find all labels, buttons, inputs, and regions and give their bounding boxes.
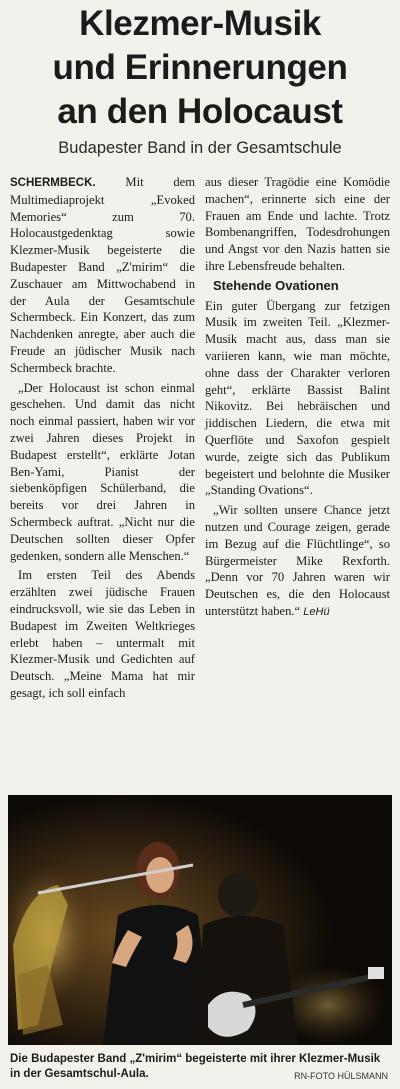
- paragraph-text: Mit dem Multimediaprojekt „Evoked Memories“ zum 70. Holocaustgedenktag sowie Klezmer-Musik begeisterte die Budapester Band „Z'mirim“ die Zuschauer am Mittwochabend in der Aula der Gesamtschule Schermbeck. Ein Konzert, das zum Nachdenken anregte, aber auch die Freude an jüdischer Musik nach Schermbeck brachte.: [10, 175, 195, 375]
- headline: [0, 0, 400, 134]
- subtitle: Budapester Band in der Gesamtschule: [58, 139, 342, 157]
- concert-photo-image: [8, 795, 392, 1045]
- article-body: [10, 174, 390, 782]
- article-paragraph: „Der Holocaust ist schon einmal geschehen. Und damit das nicht noch einmal passiert, haben wir vor zwei Jahren dieses Projekt in Budapest erstellt“, erklärte Jotan Ben-Yami, Pianist der siebenköpfigen Schülerband, die bereits vor drei Jahren in Schermbeck auftrat. „Nicht nur die Deutschen sollten dieser Opfer gedenken, sondern alle Menschen.“: [10, 380, 195, 563]
- dateline: SCHERMBECK.: [10, 177, 96, 189]
- article-column-2: [205, 174, 390, 782]
- photo-caption: Die Budapester Band „Z'mirim“ begeisterte mit ihrer Klezmer-Musik in der Gesamtschul-Aula.: [10, 1053, 381, 1080]
- paragraph-text: „Wir sollten unsere Chance jetzt nutzen und Courage zeigen, gerade im Bezug auf die Flüchtlinge“, so Bürgermeister Mike Rexforth. „Denn vor 70 Jahren waren wir Deutschen es, die den Holocaust unterstützt haben.“: [205, 503, 390, 618]
- subheading: Stehende Ovationen: [213, 277, 339, 293]
- author-initials: LeHü: [303, 605, 330, 618]
- photo-credit: RN-FOTO HÜLSMANN: [294, 1071, 388, 1081]
- headline-line-3: an den Holocaust: [57, 92, 343, 131]
- article-paragraph: [205, 502, 390, 621]
- concert-photo: [8, 795, 392, 1045]
- article-paragraph: Ein guter Übergang zur fetzigen Musik im zweiten Teil. „Klezmer-Musik macht aus, dass man sie variieren kann, wie man möchte, ohne dass der Charakter verloren geht“, erklärte Bassist Balint Nikovitz. Bei hebräischen und jiddischen Liedern, die etwa mit Querflöte und Saxofon gespielt wurde, zeigte sich das Publikum begeistert und belohnte die Musiker „Standing Ovations“.: [205, 298, 390, 498]
- article-paragraph: [10, 174, 195, 377]
- article-paragraph: Im ersten Teil des Abends erzählten zwei jüdische Frauen eindrucksvoll, wie sie das Leben in Budapest im Zweiten Weltkrieges erlebt haben – untermalt mit Klezmer-Musik und Gedichten auf Deutsch. „Meine Mama hat mir gesagt, ich soll einfach: [10, 568, 195, 700]
- headline-line-2: und Erinnerungen: [52, 48, 348, 87]
- article-paragraph: aus dieser Tragödie eine Komödie machen“, erinnerte sich eine der Frauen am Ende und lachte. Trotz Bombenangriffen, Todesdrohungen und Angst vor den Nazis hatten sie ihre Lebensfreude behalten.: [205, 175, 390, 273]
- article-column-1: [10, 174, 195, 782]
- headline-line-1: Klezmer-Musik: [79, 4, 321, 43]
